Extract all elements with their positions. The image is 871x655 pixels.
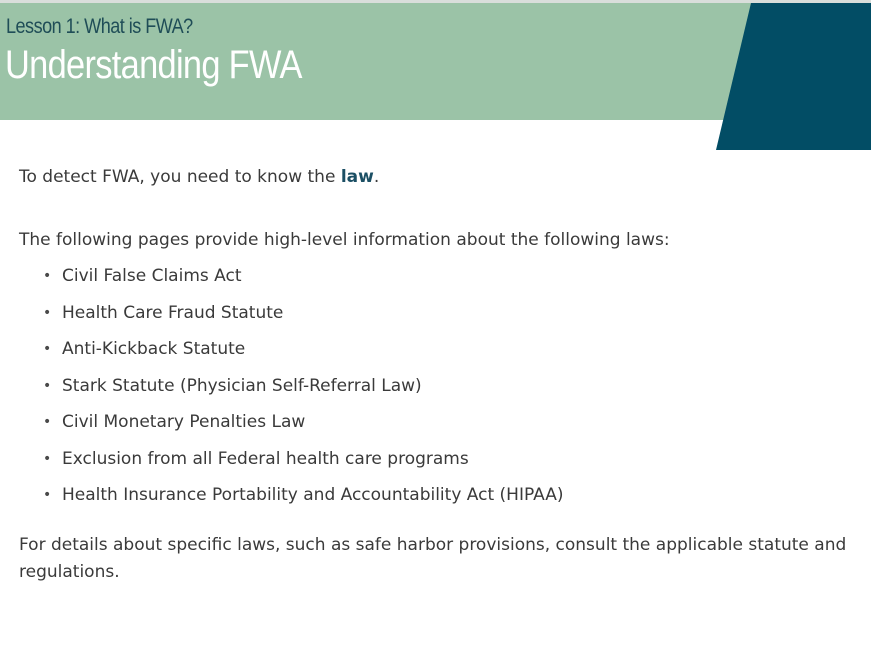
law-item-label: Civil False Claims Act — [62, 266, 242, 286]
bullet-icon: • — [43, 414, 52, 430]
intro-text: To detect FWA, you need to know the — [19, 167, 341, 187]
lesson-content — [19, 164, 849, 586]
law-item-label: Anti-Kickback Statute — [62, 339, 246, 359]
page-title: Understanding FWA — [5, 43, 302, 87]
law-item-label: Civil Monetary Penalties Law — [62, 412, 306, 432]
law-item-label: Stark Statute (Physician Self-Referral Law) — [62, 375, 422, 396]
list-item — [43, 482, 849, 519]
list-item — [43, 446, 849, 483]
intro-end: . — [373, 167, 380, 187]
law-item-label: Health Care Fraud Statute — [62, 302, 284, 323]
list-item — [43, 373, 849, 410]
bullet-icon: • — [43, 377, 52, 394]
intro-paragraph — [19, 164, 849, 191]
bullet-icon: • — [43, 341, 52, 357]
list-item — [43, 263, 849, 300]
law-item-label: Exclusion from all Federal health care programs — [62, 448, 469, 469]
list-item — [43, 300, 849, 337]
list-item — [43, 336, 849, 373]
list-item — [43, 409, 849, 446]
list-intro: The following pages provide high-level information about the following laws: — [19, 230, 670, 250]
bullet-icon: • — [43, 304, 52, 321]
bullet-icon: • — [43, 487, 52, 503]
laws-list — [19, 263, 849, 519]
details-paragraph: For details about specific laws, such as safe harbor provisions, consult the applicable statute and regulations. — [19, 534, 847, 582]
bullet-icon: • — [43, 450, 52, 467]
law-link[interactable]: law — [340, 167, 374, 187]
lesson-label: Lesson 1: What is FWA? — [6, 15, 193, 38]
lesson-header-banner — [0, 3, 871, 150]
law-item-label: Health Insurance Portability and Accountability Act (HIPAA) — [62, 485, 564, 505]
bullet-icon: • — [43, 268, 52, 284]
